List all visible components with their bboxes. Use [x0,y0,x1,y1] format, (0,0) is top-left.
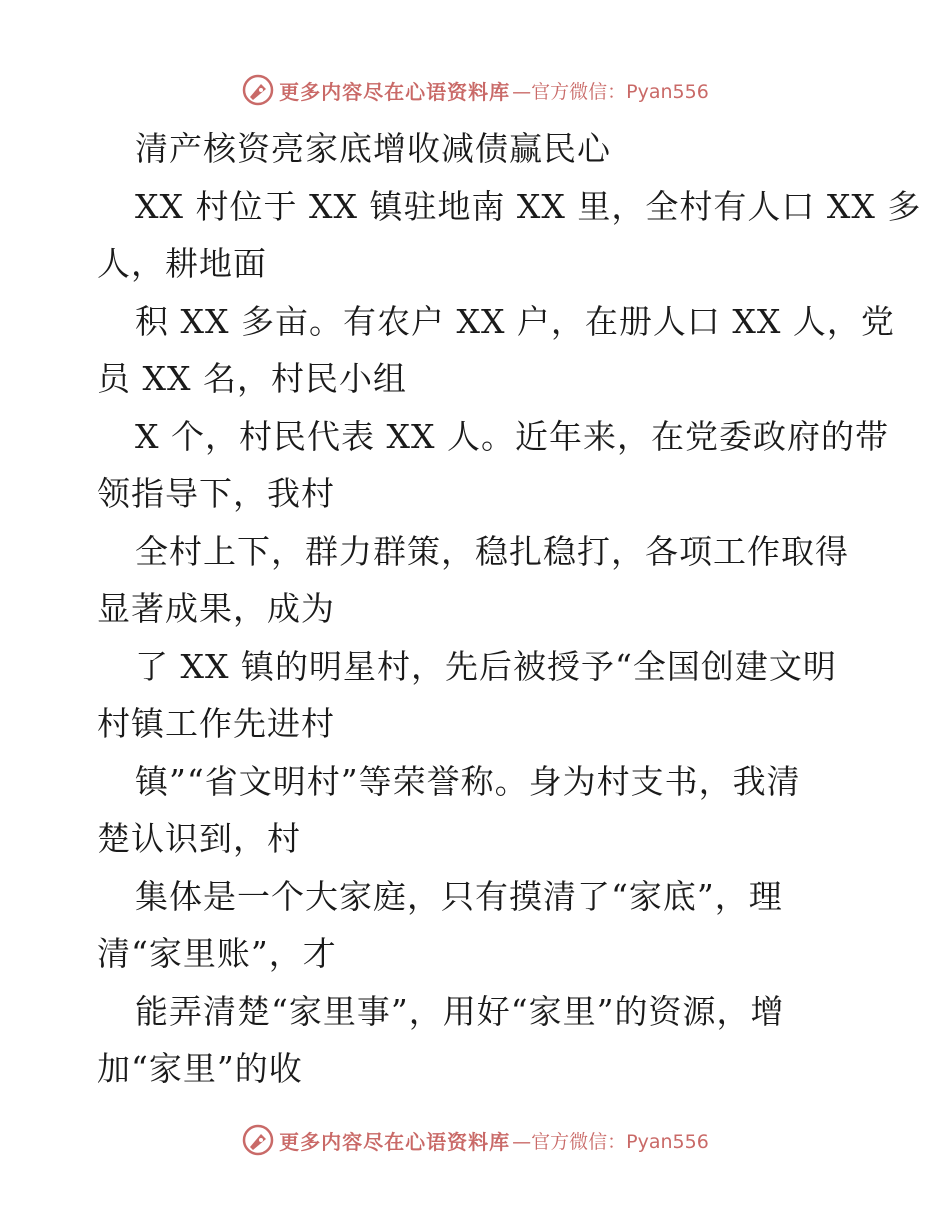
banner-wechat-text: —官方微信：Pyan556 [512,1130,709,1153]
text-line: 镇”“省文明村”等荣誉称。身为村支书，我清 [135,761,801,801]
banner-brand-text: 更多内容尽在心语资料库 [279,1129,511,1154]
text-line: 了 XX 镇的明星村，先后被授予“全国创建文明 [135,646,837,686]
header-watermark-banner [0,68,950,112]
pen-nib-logo-icon [241,73,275,107]
text-line: 显著成果，成为 [97,589,335,628]
text-line: 加“家里”的收 [97,1049,303,1088]
text-line: 集体是一个大家庭，只有摸清了“家底”，理 [135,876,783,916]
text-line: 清“家里账”，才 [97,934,337,973]
footer-watermark-banner [0,1118,950,1162]
banner-brand-text: 更多内容尽在心语资料库 [279,79,511,104]
text-line: 人，耕地面 [97,244,267,283]
text-line: 清产核资亮家底增收减债赢民心 [135,129,611,168]
pen-nib-logo-icon [241,1123,275,1157]
text-line: 领指导下，我村 [97,474,335,513]
document-body [97,120,922,1098]
text-line: 员 XX 名，村民小组 [97,359,407,398]
text-line: 全村上下，群力群策，稳扎稳打，各项工作取得 [135,531,849,571]
text-line: 积 XX 多亩。有农户 XX 户，在册人口 XX 人，党 [135,301,895,341]
banner-wechat-text: —官方微信：Pyan556 [512,80,709,103]
text-line: X 个，村民代表 XX 人。近年来，在党委政府的带 [135,416,889,456]
text-line: XX 村位于 XX 镇驻地南 XX 里，全村有人口 XX 多 [135,186,922,226]
text-line: 楚认识到，村 [97,819,301,858]
text-line: 村镇工作先进村 [97,704,335,743]
text-line: 能弄清楚“家里事”，用好“家里”的资源，增 [135,991,785,1031]
